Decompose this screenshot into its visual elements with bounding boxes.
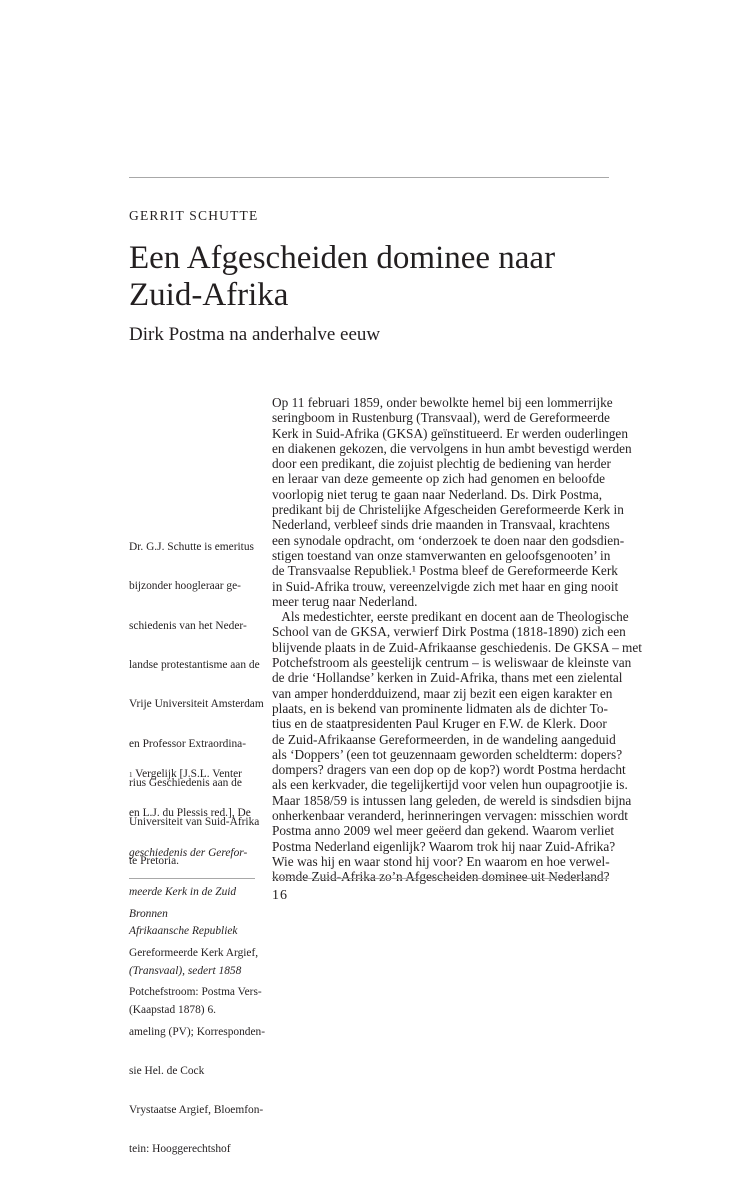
bio-line: en Professor Extraordina- <box>129 737 247 750</box>
footnote-line: geschiedenis der Gerefor- <box>129 846 248 859</box>
body-line: Postma anno 2009 wel meer geëerd dan gekend. Waarom verliet <box>272 823 615 839</box>
body-line: de Transvaalse Republiek.¹ Postma bleef de Gereformeerde Kerk <box>272 563 618 579</box>
body-line: komde Zuid-Afrika zo’n Afgescheiden dominee uit Nederland? <box>272 869 610 885</box>
sidebar-bottom-rule <box>129 878 255 879</box>
body-line: als ‘Doppers’ (een tot geuzennaam geworden scheldterm: dopers? <box>272 746 623 762</box>
bio-line: schiedenis van het Neder- <box>129 619 247 632</box>
body-line: voorlopig niet terug te gaan naar Nederland. Ds. Dirk Postma, <box>272 486 603 502</box>
body-line: de drie ‘Hollandse’ kerken in Zuid-Afrika, thans met een zielental <box>272 670 623 686</box>
body-line: meer terug naar Nederland. <box>272 593 418 609</box>
footnote-line: meerde Kerk in de Zuid <box>129 886 237 899</box>
source-line: tein: Hooggerechtshof <box>129 1143 231 1156</box>
body-line: in Suid-Afrika trouw, vereenzelvigde zich met haar en ging nooit <box>272 578 619 594</box>
source-line: ameling (PV); Korresponden- <box>129 1025 266 1038</box>
title-line-1: Een Afgescheiden dominee naar <box>129 240 556 276</box>
body-line: en diakenen gekozen, die vervolgens in hun ambt bevestigd werden <box>272 440 632 456</box>
bio-line: Dr. G.J. Schutte is emeritus <box>129 541 254 554</box>
body-line: Postma Nederland eigenlijk? Waarom trok hij naar Zuid-Afrika? <box>272 838 616 854</box>
body-line: van amper honderdduizend, maar zij bezit een eigen karakter en <box>272 685 613 701</box>
body-line: blijvende plaats in de Zuid-Afrikaanse geschiedenis. De GKSA – met <box>272 639 643 655</box>
title-line-2: Zuid-Afrika <box>129 277 289 313</box>
article-title <box>129 240 599 314</box>
body-line: de Zuid-Afrikaanse Gereformeerden, in de wandeling aangeduid <box>272 731 616 747</box>
body-line: en leraar van deze gemeente op zich had genomen en beloofde <box>272 471 605 487</box>
footnote <box>129 742 262 1030</box>
sources-heading: Bronnen <box>129 907 168 920</box>
bio-line: rius Geschiedenis aan de <box>129 776 242 789</box>
article-subtitle: Dirk Postma na anderhalve eeuw <box>129 324 381 345</box>
body-line: School van de GKSA, verwierf Dirk Postma (1818-1890) zich een <box>272 624 626 640</box>
body-line: Potchefstroom als geestelijk centrum – is weliswaar de kleinste van <box>272 655 632 671</box>
source-line: Gereformeerde Kerk Argief, <box>129 947 259 959</box>
footnote-line: (Transvaal), sedert 1858 <box>129 964 242 977</box>
source-line: Vrystaatse Argief, Bloemfon- <box>129 1104 264 1117</box>
body-line: Kerk in Suid-Afrika (GKSA) geïnstitueerd. Er werden ouderlingen <box>272 425 628 441</box>
bio-line: Universiteit van Suid-Afrika <box>129 816 260 829</box>
footnote-line: (Kaapstad 1878) 6. <box>129 1003 216 1016</box>
body-text <box>272 395 643 885</box>
author-name: GERRIT SCHUTTE <box>129 208 259 223</box>
body-line: onherkenbaar veranderd, herinneringen vervagen: misschien wordt <box>272 808 628 824</box>
source-line: sie Hel. de Cock <box>129 1064 205 1077</box>
body-line: stigen toestand van onze stamverwanten en geloofsgenooten’ in <box>272 547 611 563</box>
body-line: Nederland, verbleef sinds drie maanden in Transvaal, krachtens <box>272 517 610 533</box>
source-line: Potchefstroom: Postma Vers- <box>129 986 262 999</box>
footnote-marker: 1 <box>129 771 133 780</box>
body-line: seringboom in Rustenburg (Transvaal), werd de Gereformeerde <box>272 410 610 426</box>
footnote-line: $^1$ Vergelijk [J.S.L. Venter <box>129 768 242 781</box>
bio-line: landse protestantisme aan de <box>129 659 260 672</box>
bio-line: bijzonder hoogleraar ge- <box>129 580 241 593</box>
body-line: Wie was hij en waar stond hij voor? En waarom en hoe verwel- <box>272 853 610 869</box>
body-line: Op 11 februari 1859, onder bewolkte hemel bij een lommerrijke <box>272 395 613 410</box>
bio-line: Vrije Universiteit Amsterdam <box>129 698 264 711</box>
body-line: een synodale opdracht, om ‘onderzoek te doen naar den godsdien- <box>272 532 625 548</box>
bio-line: te Pretoria. <box>129 855 179 868</box>
body-line: Als medestichter, eerste predikant en docent aan de Theologische <box>272 609 629 625</box>
page-number: 16 <box>272 888 288 903</box>
body-line: predikant bij de Christelijke Afgescheiden Gereformeerde Kerk in <box>272 502 624 518</box>
top-rule <box>129 177 609 178</box>
footnote-line: en L.J. du Plessis red.], De <box>129 807 251 820</box>
body-bottom-rule <box>272 878 609 879</box>
body-line: tius en de staatpresidenten Paul Kruger en F.W. de Klerk. Door <box>272 716 607 732</box>
body-line: als een kerkvader, die tegelijkertijd voor velen hun oupagrootjie is. <box>272 777 628 793</box>
body-line: dompers? dragers van een dop op de kop?) wordt Postma herdacht <box>272 762 626 778</box>
footnote-line: Afrikaansche Republiek <box>129 925 238 938</box>
body-line: plaats, en is bekend van prominente lidmaten als de dichter To- <box>272 700 608 716</box>
body-line: door een predikant, die zojuist plechtig de bediening van herder <box>272 456 611 472</box>
body-line: Maar 1858/59 is intussen lang geleden, de wereld is sindsdien bijna <box>272 792 632 808</box>
